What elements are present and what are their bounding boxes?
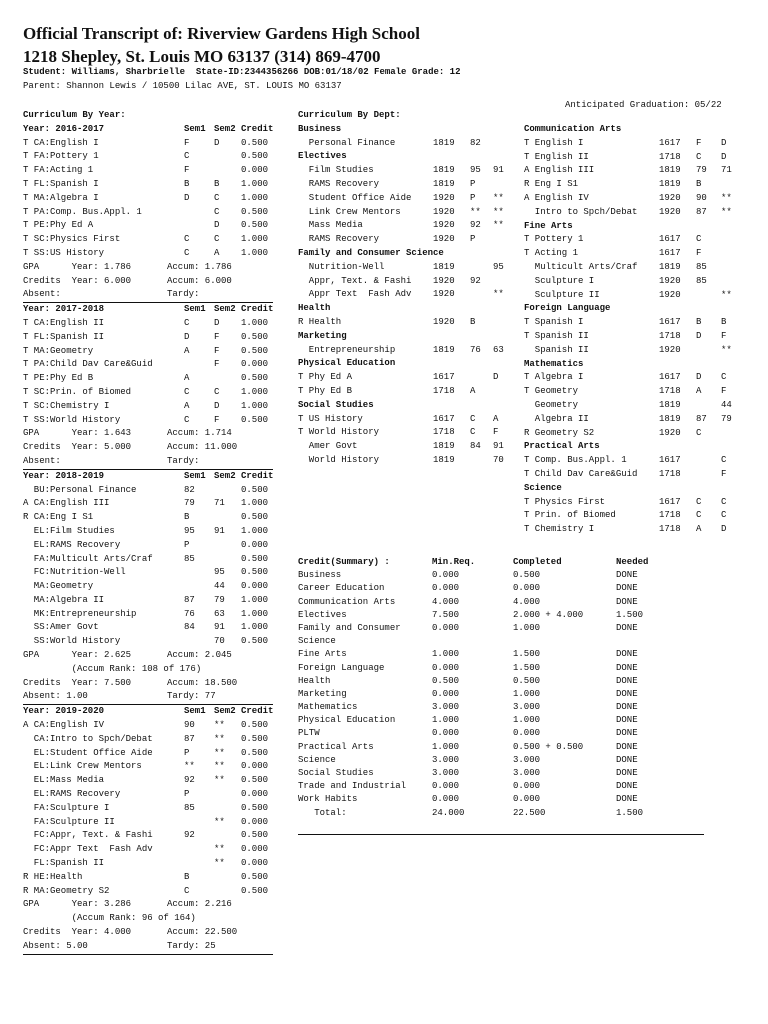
credit-summary <box>298 556 704 820</box>
dept-header: Electives <box>298 151 347 162</box>
credits-row: Credits Year: 6.000 Accum: 6.000 <box>23 275 232 286</box>
credits-row: Credits Year: 4.000 Accum: 22.500 <box>23 927 238 938</box>
dept-course-row: T Spanish I 1617 B B <box>524 317 727 328</box>
dept-course-row: T Physics First 1617 C C <box>524 496 727 507</box>
dept-course-row: T World History 1718 C F <box>298 427 499 438</box>
dept-header: Communication Arts <box>524 124 622 134</box>
dept-course-row: Appr Text Fash Adv 1920 ** <box>298 289 504 300</box>
dept-course-row: T English II 1718 C D <box>524 151 727 162</box>
summary-row: Total: 24.000 22.500 1.500 <box>298 807 644 818</box>
rank-row: (Accum Rank: 96 of 164) <box>23 913 196 924</box>
gpa-row: GPA Year: 2.625 Accum: 2.045 <box>23 650 232 661</box>
dept-course-row: Amer Govt 1819 84 91 <box>298 441 504 452</box>
dept-course-row: T Geometry 1718 A F <box>524 386 727 397</box>
summary-row: Marketing 0.000 1.000 DONE <box>298 688 638 699</box>
parent-line: Parent: Shannon Lewis / 10500 Lilac AVE, ST. LOUIS MO 63137 <box>23 81 342 91</box>
dept-course-row: T Comp. Bus.Appl. 1 1617 C <box>524 455 727 466</box>
dept-course-row: T Algebra I 1617 D C <box>524 372 727 383</box>
course-row: T PA:Comp. Bus.Appl. 1 C 0.500 <box>23 206 269 217</box>
summary-row: Communication Arts 4.000 4.000 DONE <box>298 596 638 607</box>
school-title: Official Transcript of: Riverview Gardens High School <box>23 24 420 43</box>
dept-course-row: Geometry 1819 44 <box>524 399 732 410</box>
dept-course-row: T Chemistry I 1718 A D <box>524 524 727 535</box>
dept-course-row: T Pottery 1 1617 C <box>524 234 702 245</box>
course-row: EL:Link Crew Mentors ** ** 0.000 <box>23 761 269 772</box>
summary-row: Physical Education 1.000 1.000 DONE <box>298 715 638 726</box>
course-row: EL:RAMS Recovery P 0.000 <box>23 789 269 800</box>
course-row: EL:Mass Media 92 ** 0.500 <box>23 775 269 786</box>
school-address: 1218 Shepley, St. Louis MO 63137 (314) 869-4700 <box>23 47 381 66</box>
year-header: Year: 2019-2020 Sem1 Sem2 Credit <box>23 706 274 717</box>
summary-row: Electives 7.500 2.000 + 4.000 1.500 <box>298 609 644 620</box>
summary-row: Family and Consumer 0.000 1.000 DONE <box>298 622 638 633</box>
dept-course-row: A English IV 1920 90 ** <box>524 192 732 203</box>
course-row: FC:Appr, Text. & Fashi 92 0.500 <box>23 830 269 841</box>
course-row: FA:Multicult Arts/Craf 85 0.500 <box>23 553 269 564</box>
dept-course-row: Sculpture I 1920 85 <box>524 275 707 286</box>
course-row: T PE:Phy Ed A D 0.500 <box>23 220 269 231</box>
dept-course-row: Appr, Text. & Fashi 1920 92 <box>298 275 481 286</box>
course-row: T PE:Phy Ed B A 0.500 <box>23 373 269 384</box>
curriculum-by-year <box>23 109 273 955</box>
dept-course-row: T Acting 1 1617 F <box>524 248 702 259</box>
course-row: MA:Algebra II 87 79 1.000 <box>23 594 269 605</box>
anticipated-graduation: Anticipated Graduation: 05/22 <box>565 100 722 110</box>
credits-row: Credits Year: 5.000 Accum: 11.000 <box>23 442 238 453</box>
course-row: MA:Geometry 44 0.000 <box>23 581 269 592</box>
dept-course-row: R Health 1920 B <box>298 316 476 327</box>
course-row: BU:Personal Finance 82 0.500 <box>23 484 269 495</box>
course-row: FL:Spanish II ** 0.000 <box>23 858 269 869</box>
course-row: T CA:English II C D 1.000 <box>23 317 269 328</box>
dept-course-row: Film Studies 1819 95 91 <box>298 165 504 176</box>
summary-row: Mathematics 3.000 3.000 DONE <box>298 702 638 713</box>
dept-header: Fine Arts <box>524 220 573 231</box>
course-row: T SC:Prin. of Biomed C C 1.000 <box>23 386 269 397</box>
year-header: Year: 2016-2017 Sem1 Sem2 Credit <box>23 123 274 134</box>
dept-header: Foreign Language <box>524 303 611 314</box>
dept-course-row: R Geometry S2 1920 C <box>524 427 702 438</box>
dept-course-row: T Phy Ed B 1718 A <box>298 385 476 396</box>
dept-course-row: T Prin. of Biomed 1718 C C <box>524 510 727 521</box>
summary-divider <box>298 834 704 835</box>
course-row: SS:Amer Govt 84 91 1.000 <box>23 622 269 633</box>
dept-course-row: R Eng I S1 1819 B <box>524 179 702 190</box>
year-header: Year: 2018-2019 Sem1 Sem2 Credit <box>23 470 274 481</box>
course-row: T FA:Acting 1 F 0.000 <box>23 165 269 176</box>
dept-course-row: T Child Dav Care&Guid 1718 F <box>524 468 727 479</box>
summary-row: Work Habits 0.000 0.000 DONE <box>298 794 638 805</box>
course-row: T MA:Geometry A F 0.500 <box>23 345 269 356</box>
course-row: EL:RAMS Recovery P 0.000 <box>23 539 269 550</box>
absent-row: Absent: Tardy: <box>23 455 273 470</box>
summary-row: Career Education 0.000 0.000 DONE <box>298 583 638 594</box>
dept-header: Social Studies <box>298 399 374 410</box>
course-row: T MA:Algebra I D C 1.000 <box>23 192 269 203</box>
summary-row: Social Studies 3.000 3.000 DONE <box>298 768 638 778</box>
dept-course-row: Mass Media 1920 92 ** <box>298 220 504 231</box>
course-row: A CA:English IV 90 ** 0.500 <box>23 720 269 731</box>
dept-header: Business <box>298 123 342 134</box>
course-row: R MA:Geometry S2 C 0.500 <box>23 885 269 896</box>
course-row: T SC:Chemistry I A D 1.000 <box>23 400 269 411</box>
course-row: FA:Sculpture I 85 0.500 <box>23 802 269 813</box>
absent-row: Absent: Tardy: <box>23 288 273 303</box>
summary-row: Trade and Industrial 0.000 0.000 DONE <box>298 781 638 792</box>
absent-row: Absent: 1.00 Tardy: 77 <box>23 690 273 705</box>
course-row: T FL:Spanish I B B 1.000 <box>23 178 269 189</box>
year-header: Year: 2017-2018 Sem1 Sem2 Credit <box>23 304 274 315</box>
course-row: T PA:Child Dav Care&Guid F 0.000 <box>23 359 269 370</box>
course-row: SS:World History 70 0.500 <box>23 636 269 647</box>
dept-course-row: Nutrition-Well 1819 95 <box>298 261 504 272</box>
course-row: CA:Intro to Spch/Debat 87 ** 0.500 <box>23 733 269 744</box>
dept-course-row: RAMS Recovery 1819 P <box>298 178 476 189</box>
course-row: T FA:Pottery 1 C 0.500 <box>23 151 269 162</box>
course-row: MK:Entrepreneurship 76 63 1.000 <box>23 608 269 619</box>
course-row: FA:Sculpture II ** 0.000 <box>23 816 269 827</box>
student-line: Student: Williams, Sharbrielle State-ID:2344356266 DOB:01/18/02 Female Grade: 12 <box>23 67 461 77</box>
summary-row: Practical Arts 1.000 0.500 + 0.500 DONE <box>298 741 638 752</box>
dept-course-row: T English I 1617 F D <box>524 137 727 148</box>
summary-row: Science <box>298 636 336 647</box>
course-row: R CA:Eng I S1 B 0.500 <box>23 512 269 523</box>
dept-header: Science <box>524 482 562 493</box>
by-year-title: Curriculum By Year: <box>23 110 126 120</box>
summary-row: Fine Arts 1.000 1.500 DONE <box>298 649 638 660</box>
dept-course-row: Intro to Spch/Debat 1920 87 ** <box>524 206 732 217</box>
course-row: T SS:US History C A 1.000 <box>23 247 269 258</box>
dept-course-row: Multicult Arts/Craf 1819 85 <box>524 261 707 272</box>
dept-course-row: Spanish II 1920 ** <box>524 344 732 355</box>
dept-header: Mathematics <box>524 358 584 369</box>
credits-row: Credits Year: 7.500 Accum: 18.500 <box>23 677 238 688</box>
dept-course-row: Personal Finance 1819 82 <box>298 137 481 148</box>
gpa-row: GPA Year: 3.286 Accum: 2.216 <box>23 899 232 910</box>
course-row: T SS:World History C F 0.500 <box>23 414 269 425</box>
dept-course-row: T Spanish II 1718 D F <box>524 330 727 341</box>
curriculum-by-dept-left <box>298 109 518 468</box>
dept-course-row: Student Office Aide 1920 P ** <box>298 192 504 203</box>
summary-row: Health 0.500 0.500 DONE <box>298 675 638 686</box>
dept-header: Family and Consumer Science <box>298 247 444 258</box>
dept-course-row: Sculpture II 1920 ** <box>524 289 732 300</box>
dept-course-row: A English III 1819 79 71 <box>524 165 732 176</box>
course-row: FC:Appr Text Fash Adv ** 0.000 <box>23 844 269 855</box>
dept-course-row: Algebra II 1819 87 79 <box>524 413 732 424</box>
dept-header: Health <box>298 303 331 314</box>
dept-course-row: World History 1819 70 <box>298 454 504 465</box>
by-dept-title: Curriculum By Dept: <box>298 110 401 120</box>
course-row: FC:Nutrition-Well 95 0.500 <box>23 567 269 578</box>
dept-header: Practical Arts <box>524 441 600 452</box>
dept-course-row: Entrepreneurship 1819 76 63 <box>298 344 504 355</box>
gpa-row: GPA Year: 1.786 Accum: 1.786 <box>23 261 232 272</box>
rank-row: (Accum Rank: 108 of 176) <box>23 663 202 674</box>
dept-course-row: RAMS Recovery 1920 P <box>298 234 476 245</box>
course-row: EL:Student Office Aide P ** 0.500 <box>23 747 269 758</box>
summary-row: Science 3.000 3.000 DONE <box>298 754 638 765</box>
dept-course-row: Link Crew Mentors 1920 ** ** <box>298 206 504 217</box>
curriculum-by-dept-right <box>524 123 764 537</box>
summary-row: Business 0.000 0.500 DONE <box>298 570 638 581</box>
dept-course-row: T US History 1617 C A <box>298 413 499 424</box>
course-row: A CA:English III 79 71 1.000 <box>23 498 269 509</box>
course-row: T FL:Spanish II D F 0.500 <box>23 331 269 342</box>
dept-header: Physical Education <box>298 358 396 369</box>
summary-header: Credit(Summary) : Min.Req. Completed Needed <box>298 557 649 567</box>
summary-row: PLTW 0.000 0.000 DONE <box>298 728 638 739</box>
course-row: EL:Film Studies 95 91 1.000 <box>23 525 269 536</box>
dept-header: Marketing <box>298 330 347 341</box>
course-row: T CA:English I F D 0.500 <box>23 137 269 148</box>
gpa-row: GPA Year: 1.643 Accum: 1.714 <box>23 428 232 439</box>
summary-row: Foreign Language 0.000 1.500 DONE <box>298 662 638 673</box>
absent-row: Absent: 5.00 Tardy: 25 <box>23 940 273 955</box>
course-row: T SC:Physics First C C 1.000 <box>23 234 269 245</box>
course-row: R HE:Health B 0.500 <box>23 871 269 882</box>
dept-course-row: T Phy Ed A 1617 D <box>298 372 499 383</box>
